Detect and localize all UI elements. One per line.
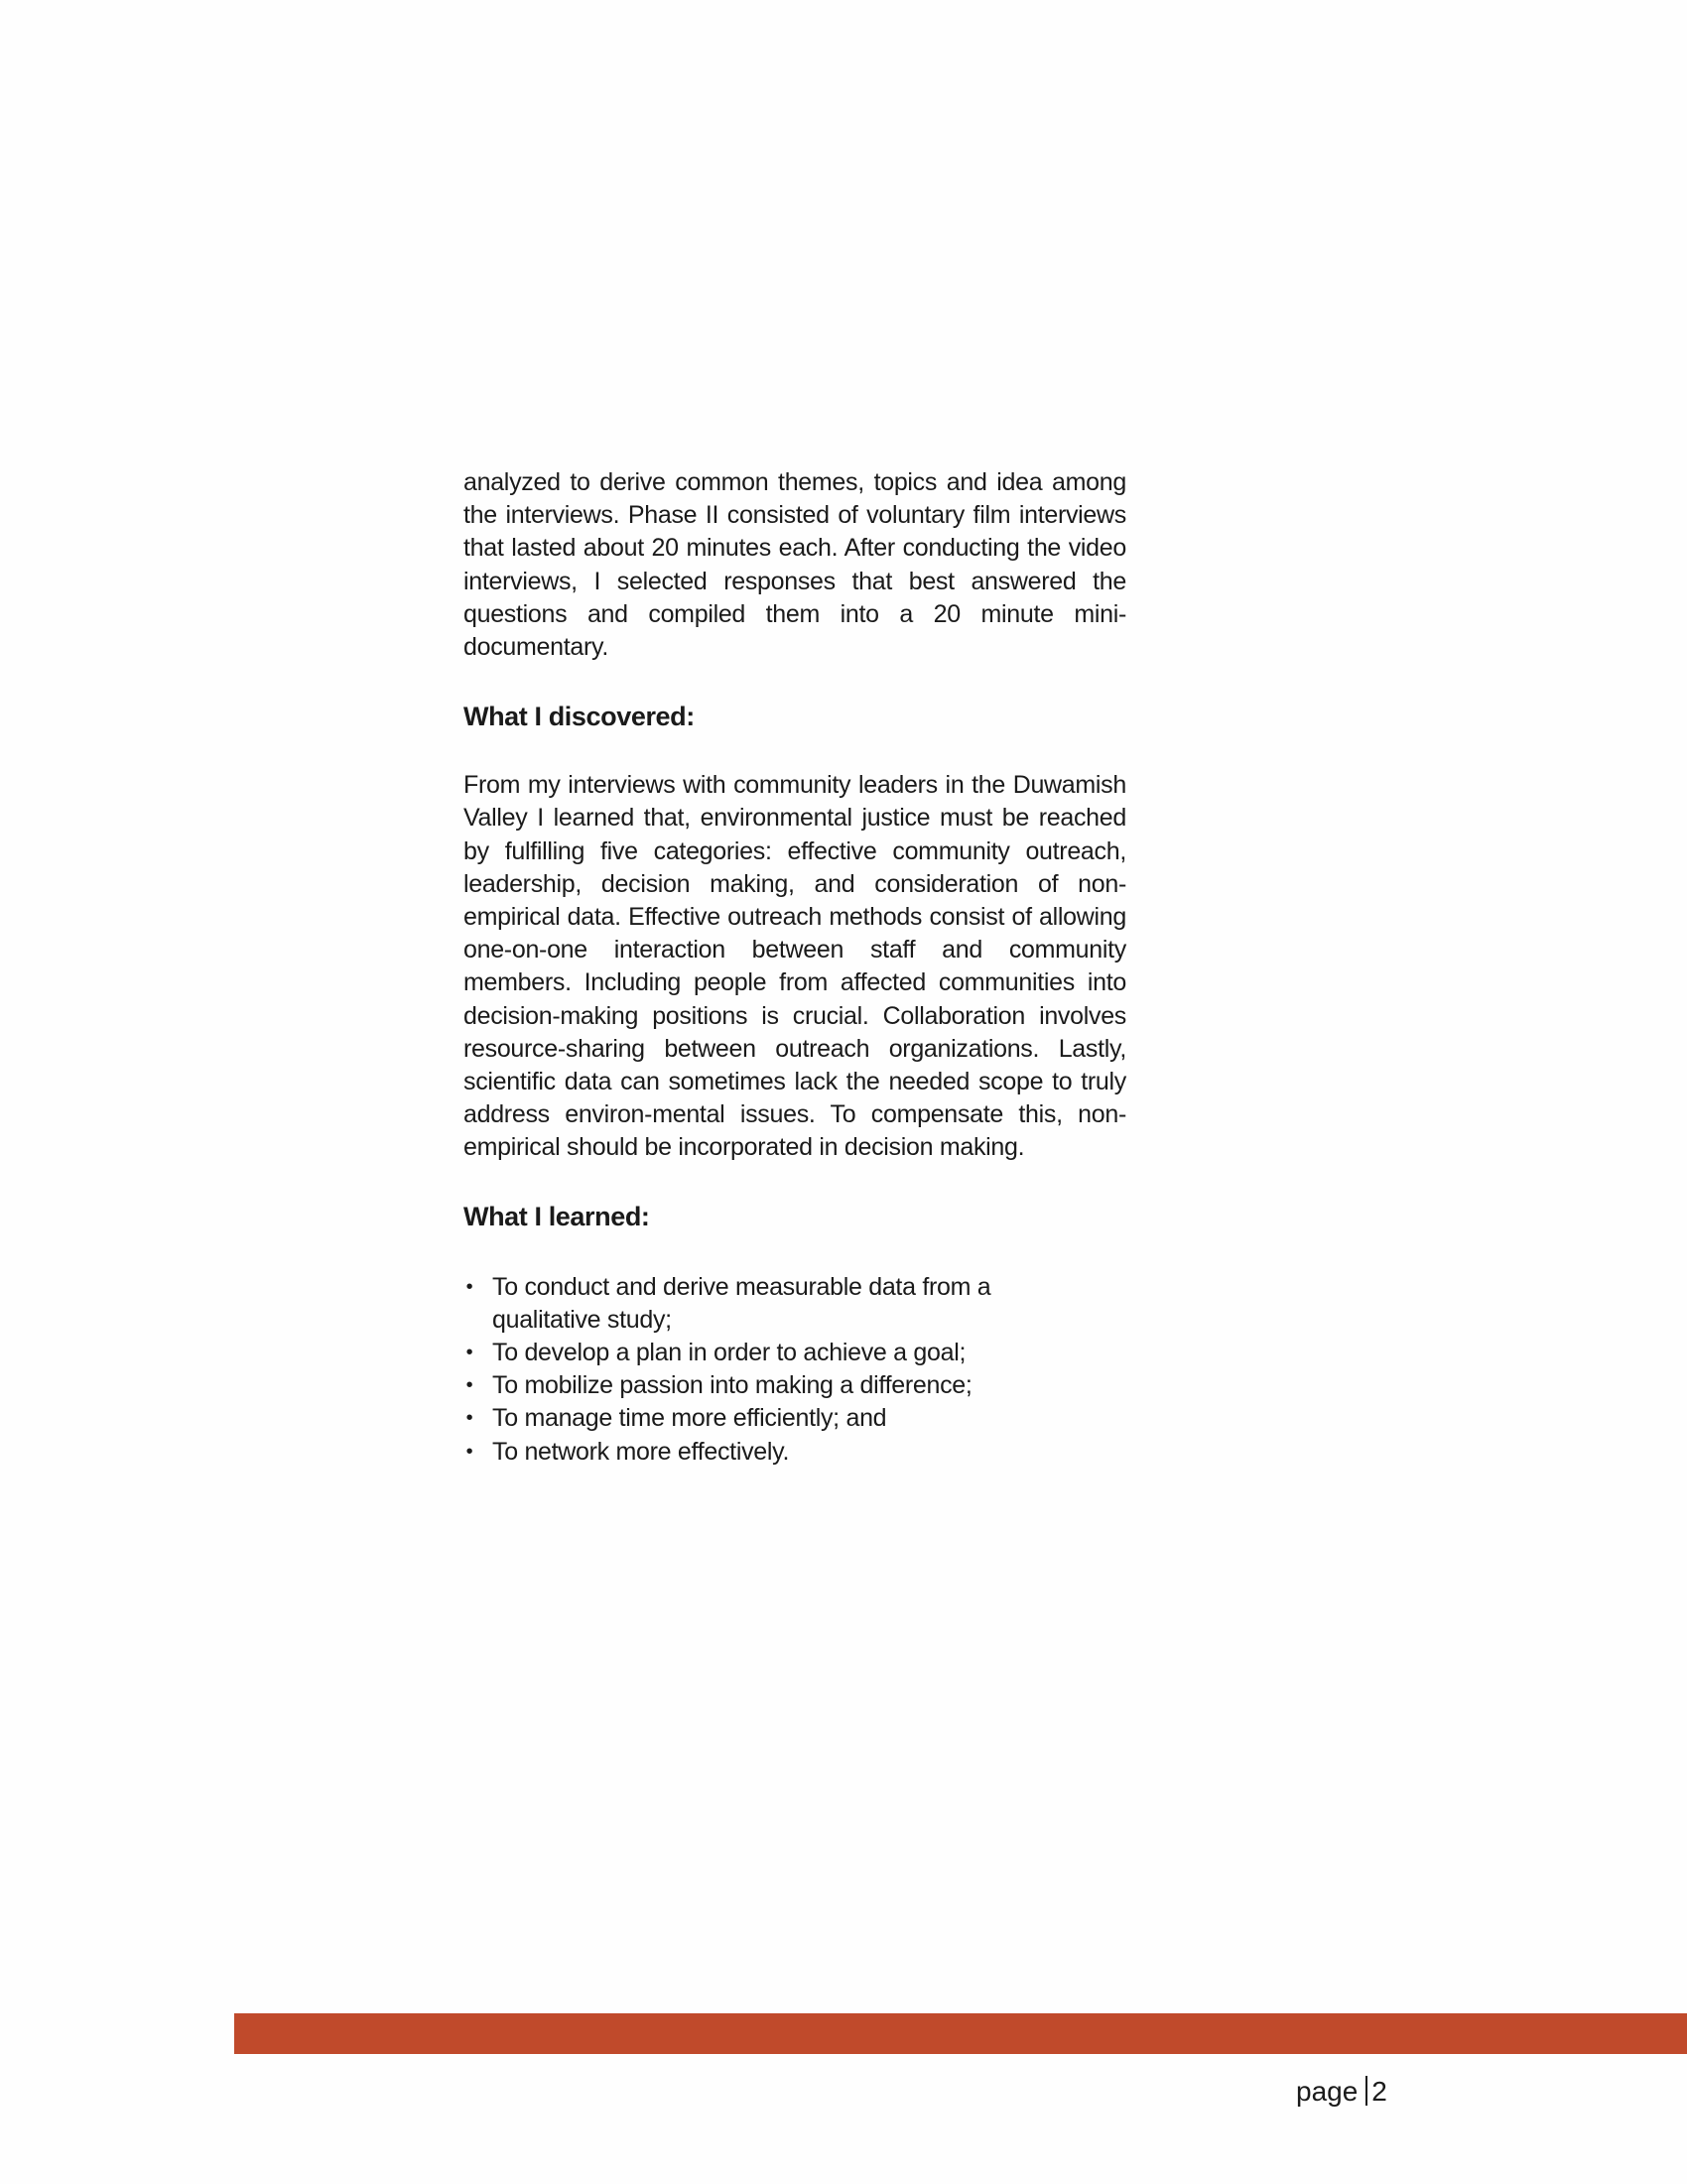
list-item (463, 1402, 1039, 1435)
list-item (463, 1337, 1039, 1369)
bullet-icon: • (465, 1275, 473, 1298)
list-item-text: To mobilize passion into making a difference; (492, 1371, 973, 1400)
body-paragraph-methods: analyzed to derive common themes, topics and idea among the interviews. Phase II consisted of voluntary film interviews that lasted about 20 minutes each. After conducting the video interviews, I selected responses that best answered the questions and compiled them into a 20 minute mini-documentary. (463, 468, 1126, 662)
list-item (463, 1436, 1039, 1469)
page-number (1296, 2075, 1387, 2109)
bullet-icon: • (465, 1374, 473, 1397)
page-label: page (1296, 2076, 1359, 2107)
page-separator (1365, 2076, 1367, 2106)
list-item-text: To manage time more efficiently; and (492, 1404, 887, 1433)
content-column (463, 466, 1126, 1469)
footer-color-bar (234, 2013, 1687, 2054)
section-heading-learned: What I learned: (463, 1201, 650, 1231)
body-paragraph-discoveries: From my interviews with community leaders in the Duwamish Valley I learned that, environmental justice must be reached by fulfilling five categories: effective community outreach, leadership, decision making, and consideration of non-empirical data. Effective outreach methods consist of allowing one-on-one interaction between staff and community members. Including people from affected communities into decision-making positions is crucial. Collaboration involves resource-sharing between outreach organizations. Lastly, scientific data can sometimes lack the needed scope to truly address environ-mental issues. To compensate this, non-empirical should be incorporated in decision making. (463, 771, 1126, 1162)
page-number-value: 2 (1371, 2076, 1387, 2107)
section-heading-discovered: What I discovered: (463, 702, 695, 732)
bullet-icon: • (465, 1342, 473, 1364)
bullet-icon: • (465, 1407, 473, 1430)
learned-list (463, 1271, 1039, 1469)
list-item-text: To develop a plan in order to achieve a goal; (492, 1339, 967, 1367)
list-item-text: To network more effectively. (492, 1437, 790, 1466)
list-item (463, 1271, 1039, 1337)
list-item (463, 1369, 1039, 1402)
list-item-text: To conduct and derive measurable data from a qualitative study; (492, 1272, 991, 1334)
bullet-icon: • (465, 1440, 473, 1463)
